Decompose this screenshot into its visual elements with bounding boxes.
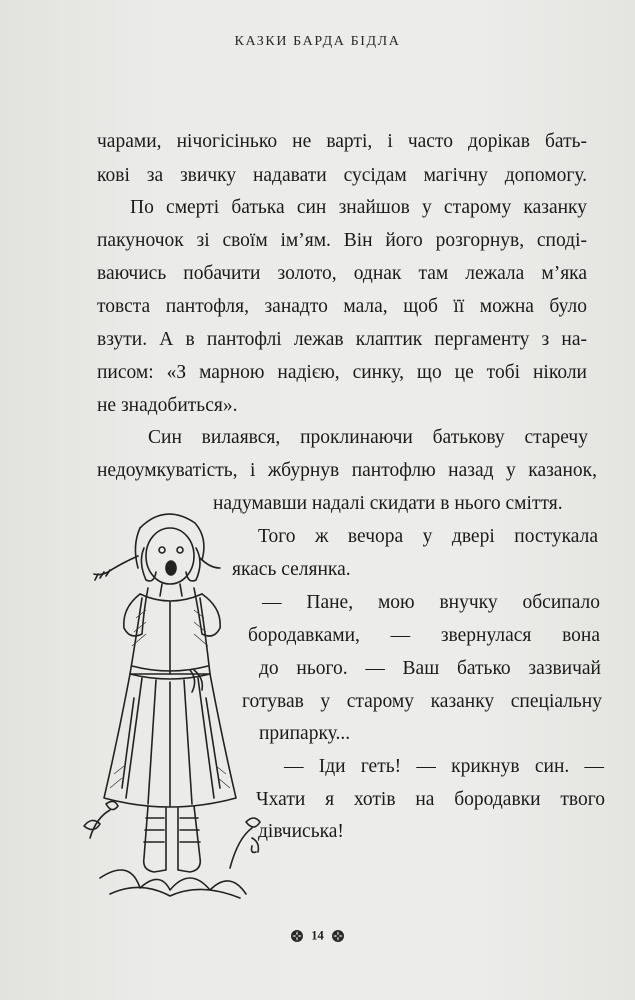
body-line-3: По смерті батька син знайшов у старому казанку xyxy=(130,197,587,218)
body-line-8: писом: «З марною надією, синку, що це тобі ніколи xyxy=(97,362,587,383)
body-line-20: — Іди геть! — крикнув син. — xyxy=(284,756,604,777)
body-line-22: дівчиська! xyxy=(258,821,344,842)
body-line-2: кові за звичку надавати сусідам магічну допомогу. xyxy=(97,165,587,186)
body-line-14: якась селянка. xyxy=(232,559,351,580)
flower-ornament-icon xyxy=(290,929,304,943)
body-line-17: до нього. — Ваш батько зазвичай xyxy=(259,658,601,679)
body-line-6: товста пантофля, занадто мала, щоб її можна було xyxy=(97,296,587,317)
page-folio xyxy=(0,928,635,944)
body-line-21: Чхати я хотів на бородавки твого xyxy=(256,789,605,810)
body-line-19: припарку... xyxy=(259,723,351,744)
body-line-4: пакуночок зі своїм ім’ям. Він його розгорнув, сподi- xyxy=(97,230,587,251)
body-line-10: Син вилаявся, проклинаючи батькову старечу xyxy=(148,427,588,448)
body-line-13: Того ж вечора у двері постукала xyxy=(258,526,598,547)
body-line-18: готував у старому казанку спеціальну xyxy=(242,691,602,712)
body-line-15: — Пане, мою внучку обсипало xyxy=(262,592,600,613)
body-line-11: недоумкуватість, і жбурнув пантофлю назад у казанок, xyxy=(97,460,597,481)
body-line-16: бородавками, — звернулася вона xyxy=(248,625,600,646)
body-line-9: не знадобиться». xyxy=(97,395,238,416)
flower-ornament-icon xyxy=(331,929,345,943)
page-number: 14 xyxy=(311,928,324,943)
body-line-7: взути. А в пантофлі лежав клаптик пергаменту з на- xyxy=(97,329,587,350)
running-head: КАЗКИ БАРДА БІДЛА xyxy=(234,34,401,49)
body-line-5: ваючись побачити золото, однак там лежала м’яка xyxy=(97,263,587,284)
body-line-1: чарами, нічогісінько не варті, і часто дорікав бать- xyxy=(97,131,587,152)
body-line-12: надумавши надалі скидати в нього сміття. xyxy=(213,493,563,514)
